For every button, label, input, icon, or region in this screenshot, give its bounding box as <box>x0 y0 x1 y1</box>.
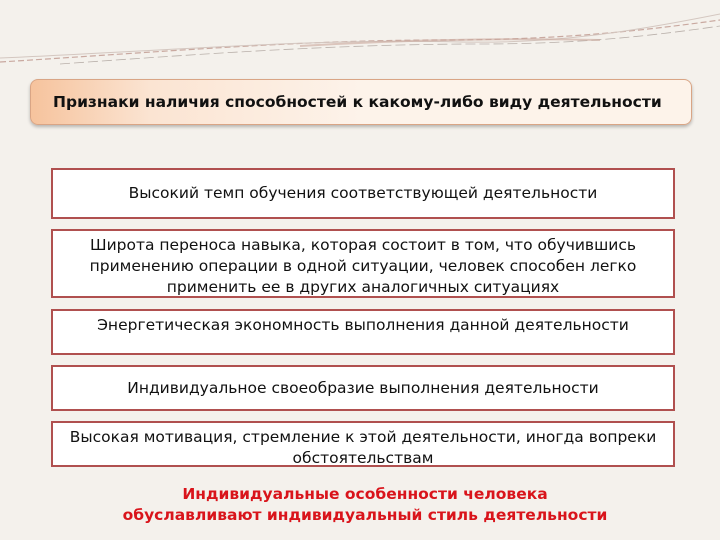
footer-conclusion: Индивидуальные особенности человека обуславливают индивидуальный стиль деятельности <box>122 485 608 524</box>
sign-box-skill-transfer <box>51 229 675 298</box>
sign-box-energy-economy <box>51 309 675 355</box>
sign-box-learning-pace <box>51 168 675 219</box>
decorative-swoosh <box>0 0 720 80</box>
sign-text: Высокая мотивация, стремление к этой деятельности, иногда вопреки обстоятельствам <box>69 428 657 467</box>
sign-text: Широта переноса навыка, которая состоит в том, что обучившись применению операции в одной ситуации, человек способен легко применить ее в других аналогичных ситуациях <box>89 236 637 296</box>
page-title: Признаки наличия способностей к какому-либо виду деятельности <box>53 93 662 111</box>
sign-text: Высокий темп обучения соответствующей деятельности <box>128 184 598 202</box>
sign-box-high-motivation <box>51 421 675 467</box>
title-bar <box>30 79 692 125</box>
sign-box-individual-originality <box>51 365 675 411</box>
sign-text: Индивидуальное своеобразие выполнения деятельности <box>127 378 599 397</box>
sign-text: Энергетическая экономность выполнения данной деятельности <box>97 316 629 334</box>
